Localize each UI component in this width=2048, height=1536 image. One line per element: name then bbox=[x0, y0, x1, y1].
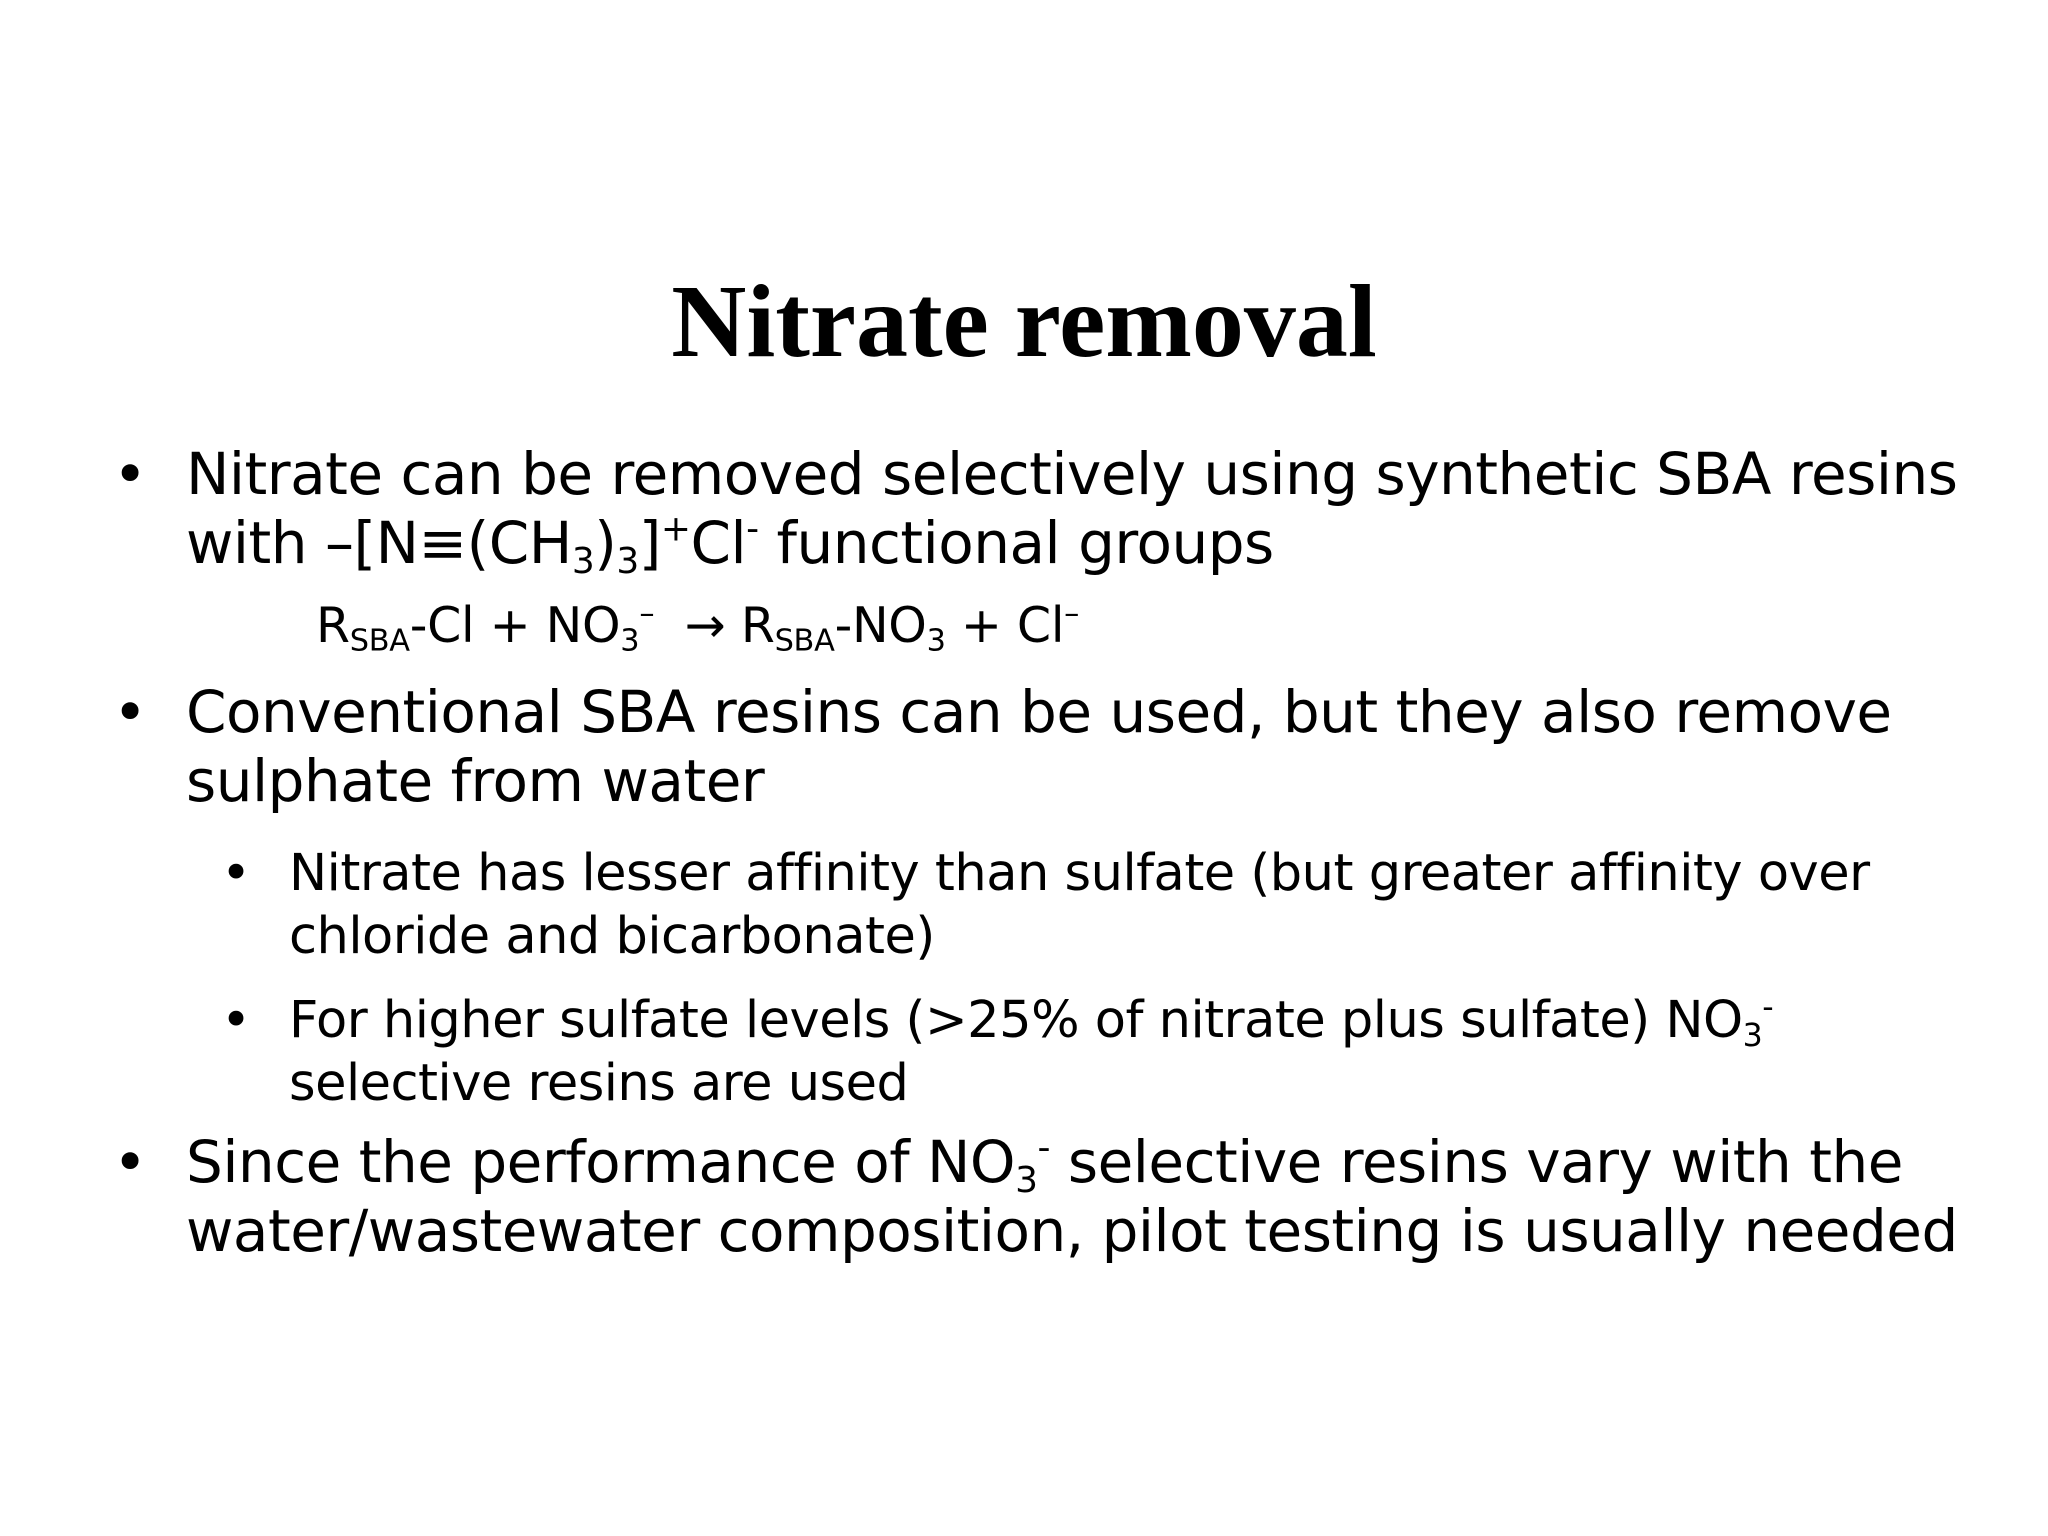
text-fragment: Cl bbox=[690, 509, 747, 577]
sub-bullet-2-line-1 bbox=[289, 989, 1773, 1052]
superscript: – bbox=[639, 596, 655, 632]
sub-bullet-2-line-2: selective resins are used bbox=[289, 1054, 909, 1113]
superscript: - bbox=[1762, 989, 1774, 1026]
slide-title: Nitrate removal bbox=[671, 264, 1377, 379]
bullet-1 bbox=[113, 440, 1958, 583]
bullet-dot: • bbox=[113, 1128, 147, 1196]
text-fragment: R bbox=[316, 597, 350, 654]
subscript: 3 bbox=[1742, 1017, 1763, 1054]
subscript: 3 bbox=[571, 541, 595, 583]
text-fragment: For higher sulfate levels (>25% of nitrate plus sulfate) NO bbox=[289, 991, 1743, 1050]
subscript: SBA bbox=[774, 623, 835, 659]
superscript: - bbox=[746, 508, 759, 550]
sub-bullet-1-line-1: Nitrate has lesser affinity than sulfate (but greater affinity over bbox=[289, 844, 1870, 903]
text-fragment: + Cl bbox=[945, 597, 1065, 654]
subscript: 3 bbox=[616, 541, 639, 583]
sub-bullet-dot: • bbox=[221, 844, 251, 903]
bullet-dot: • bbox=[113, 440, 147, 508]
superscript: + bbox=[660, 508, 691, 550]
bullet-2 bbox=[113, 678, 1892, 816]
text-fragment: ] bbox=[638, 509, 661, 577]
bullet-3 bbox=[113, 1127, 1958, 1266]
bullet-2-line-1: Conventional SBA resins can be used, but they also remove bbox=[186, 678, 1892, 746]
sub-bullet-1-line-2: chloride and bicarbonate) bbox=[289, 907, 935, 966]
subscript: SBA bbox=[349, 623, 410, 659]
reaction-equation bbox=[316, 596, 1080, 659]
bullet-3-line-1 bbox=[186, 1127, 1958, 1202]
text-fragment: -Cl + NO bbox=[409, 597, 621, 654]
text-fragment: with –[N≡(CH bbox=[186, 509, 572, 577]
subscript: 3 bbox=[926, 623, 946, 659]
text-fragment: selective resins vary with the bbox=[1049, 1128, 1903, 1196]
bullet-dot: • bbox=[113, 678, 147, 746]
sub-bullet-1 bbox=[221, 842, 1870, 968]
bullet-2-line-2: sulphate from water bbox=[186, 747, 765, 815]
sub-bullet-2 bbox=[221, 989, 1774, 1115]
text-fragment: R bbox=[740, 597, 775, 654]
text-fragment: -NO bbox=[834, 597, 927, 654]
bullet-1-line-1: Nitrate can be removed selectively using synthetic SBA resins bbox=[186, 440, 1958, 508]
sub-bullet-dot: • bbox=[221, 991, 251, 1050]
text-fragment: Since the performance of NO bbox=[186, 1128, 1016, 1196]
text-fragment: functional groups bbox=[758, 509, 1274, 577]
bullet-3-line-2: water/wastewater composition, pilot testing is usually needed bbox=[186, 1197, 1958, 1265]
subscript: 3 bbox=[1015, 1160, 1038, 1202]
superscript: – bbox=[1064, 596, 1080, 632]
bullet-1-line-2 bbox=[186, 508, 1957, 583]
reaction-arrow: → bbox=[654, 597, 741, 654]
text-fragment: ) bbox=[594, 509, 617, 577]
subscript: 3 bbox=[620, 623, 640, 659]
superscript: - bbox=[1037, 1127, 1050, 1169]
